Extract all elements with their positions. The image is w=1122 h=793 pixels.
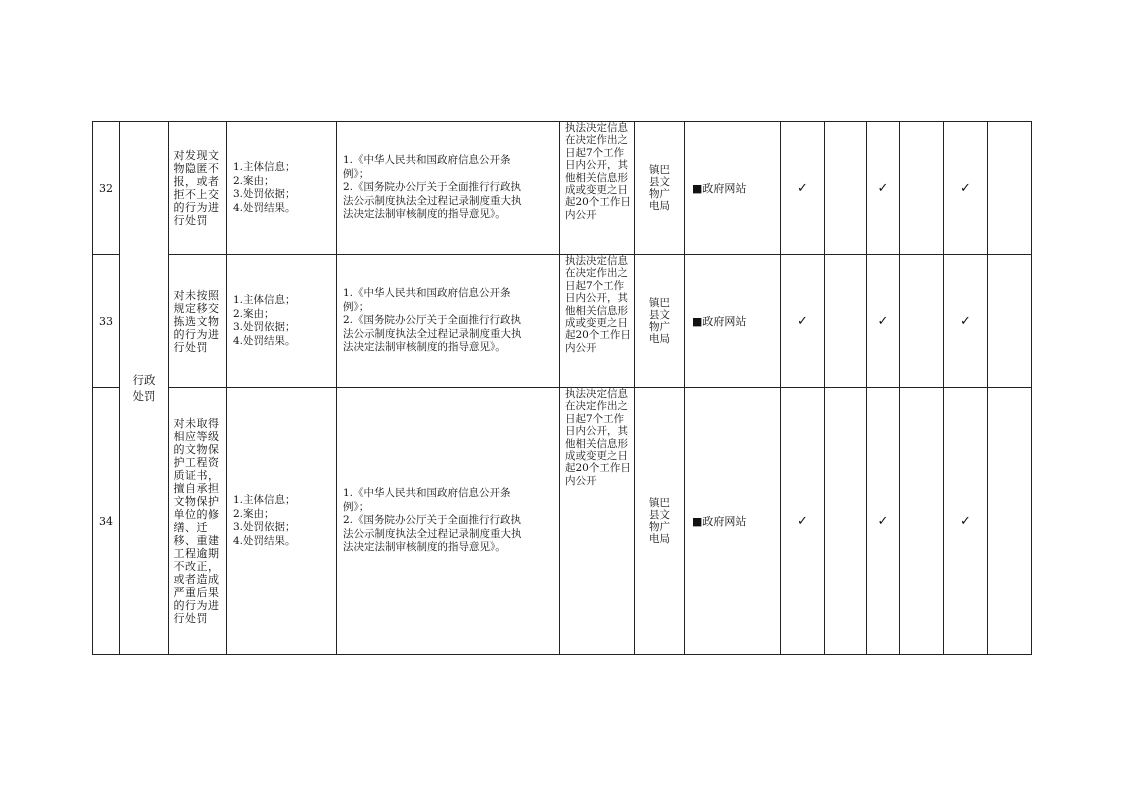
channel-cell: ■政府网站 xyxy=(685,122,781,255)
content-line: 1.主体信息； xyxy=(233,161,296,173)
check-cell xyxy=(900,122,944,255)
row-number: 34 xyxy=(93,388,120,655)
table-row xyxy=(93,255,1032,388)
time-limit-text: 执法决定信息在决定作出之日起7个工作日内公开，其他相关信息形成或变更之日起20个工作日内公开 xyxy=(565,122,631,221)
check-cell: ✓ xyxy=(781,122,825,255)
time-limit-cell xyxy=(560,255,635,388)
check-cell: ✓ xyxy=(867,388,900,655)
basis-cell xyxy=(337,122,560,255)
content-line: 2.案由； xyxy=(233,307,275,320)
basis-line: 法决定法制审核制度的指导意见》。 xyxy=(343,208,506,221)
check-cell xyxy=(988,388,1032,655)
basis-line: 法决定法制审核制度的指导意见》。 xyxy=(343,341,506,354)
basis-cell xyxy=(337,388,560,655)
check-cell: ✓ xyxy=(781,255,825,388)
content-line: 4.处罚结果。 xyxy=(233,534,296,547)
check-cell: ✓ xyxy=(867,255,900,388)
channel-cell: ■政府网站 xyxy=(685,255,781,388)
table-row xyxy=(93,122,1032,255)
row-number: 33 xyxy=(93,255,120,388)
category-label: 行政处罚 xyxy=(132,373,156,403)
content-line: 1.主体信息； xyxy=(233,494,296,506)
item-text: 对未取得相应等级的文物保护工程资质证书，擅自承担文物保护单位的修缮、迁移、重建工程逾期不改正，或者造成严重后果的行为进行处罚 xyxy=(173,417,220,625)
item-cell xyxy=(169,255,227,388)
check-cell: ✓ xyxy=(781,388,825,655)
content-cell xyxy=(227,388,337,655)
check-cell xyxy=(825,388,867,655)
content-line: 2.案由； xyxy=(233,174,275,187)
row-number: 32 xyxy=(93,122,120,255)
content-line: 1.主体信息； xyxy=(233,294,296,306)
basis-line: 法决定法制审核制度的指导意见》。 xyxy=(343,541,506,554)
basis-line: 1.《中华人民共和国政府信息公开条 xyxy=(343,487,511,500)
subject-text: 镇巴县文物广电局 xyxy=(649,297,670,345)
basis-line: 2.《国务院办公厅关于全面推行行政执 xyxy=(343,314,522,327)
subject-text: 镇巴县文物广电局 xyxy=(649,164,670,212)
content-line: 2.案由； xyxy=(233,507,275,520)
subject-cell xyxy=(635,255,685,388)
basis-line: 1.《中华人民共和国政府信息公开条 xyxy=(343,287,511,300)
check-cell: ✓ xyxy=(944,255,988,388)
check-cell: ✓ xyxy=(867,122,900,255)
content-line: 3.处罚依据； xyxy=(233,188,296,200)
content-cell xyxy=(227,122,337,255)
basis-line: 2.《国务院办公厅关于全面推行行政执 xyxy=(343,181,522,194)
basis-line: 例》； xyxy=(343,300,370,313)
check-cell xyxy=(988,122,1032,255)
item-cell xyxy=(169,388,227,655)
check-cell xyxy=(900,388,944,655)
content-cell xyxy=(227,255,337,388)
check-cell xyxy=(900,255,944,388)
check-cell xyxy=(825,122,867,255)
content-line: 4.处罚结果。 xyxy=(233,334,296,347)
time-limit-cell xyxy=(560,388,635,655)
check-cell xyxy=(988,255,1032,388)
item-text: 对发现文物隐匿不报，或者拒不上交的行为进行处罚 xyxy=(173,149,220,227)
basis-cell xyxy=(337,255,560,388)
basis-line: 1.《中华人民共和国政府信息公开条 xyxy=(343,154,511,167)
basis-line: 法公示制度执法全过程记录制度重大执 xyxy=(343,194,522,207)
subject-cell xyxy=(635,388,685,655)
time-limit-text: 执法决定信息在决定作出之日起7个工作日内公开，其他相关信息形成或变更之日起20个工作日内公开 xyxy=(565,388,631,487)
content-line: 4.处罚结果。 xyxy=(233,201,296,214)
subject-cell xyxy=(635,122,685,255)
disclosure-table xyxy=(92,121,1032,655)
category-cell xyxy=(120,122,169,655)
time-limit-text: 执法决定信息在决定作出之日起7个工作日内公开，其他相关信息形成或变更之日起20个工作日内公开 xyxy=(565,255,631,354)
check-cell xyxy=(825,255,867,388)
check-cell: ✓ xyxy=(944,122,988,255)
basis-line: 法公示制度执法全过程记录制度重大执 xyxy=(343,527,522,540)
content-line: 3.处罚依据； xyxy=(233,321,296,333)
time-limit-cell xyxy=(560,122,635,255)
item-text: 对未按照规定移交拣选文物的行为进行处罚 xyxy=(173,288,220,354)
content-line: 3.处罚依据； xyxy=(233,521,296,533)
basis-line: 2.《国务院办公厅关于全面推行行政执 xyxy=(343,514,522,527)
item-cell xyxy=(169,122,227,255)
basis-line: 例》； xyxy=(343,500,370,513)
basis-line: 法公示制度执法全过程记录制度重大执 xyxy=(343,327,522,340)
check-cell: ✓ xyxy=(944,388,988,655)
channel-cell: ■政府网站 xyxy=(685,388,781,655)
basis-line: 例》； xyxy=(343,167,370,180)
subject-text: 镇巴县文物广电局 xyxy=(649,497,670,545)
table-row xyxy=(93,388,1032,655)
